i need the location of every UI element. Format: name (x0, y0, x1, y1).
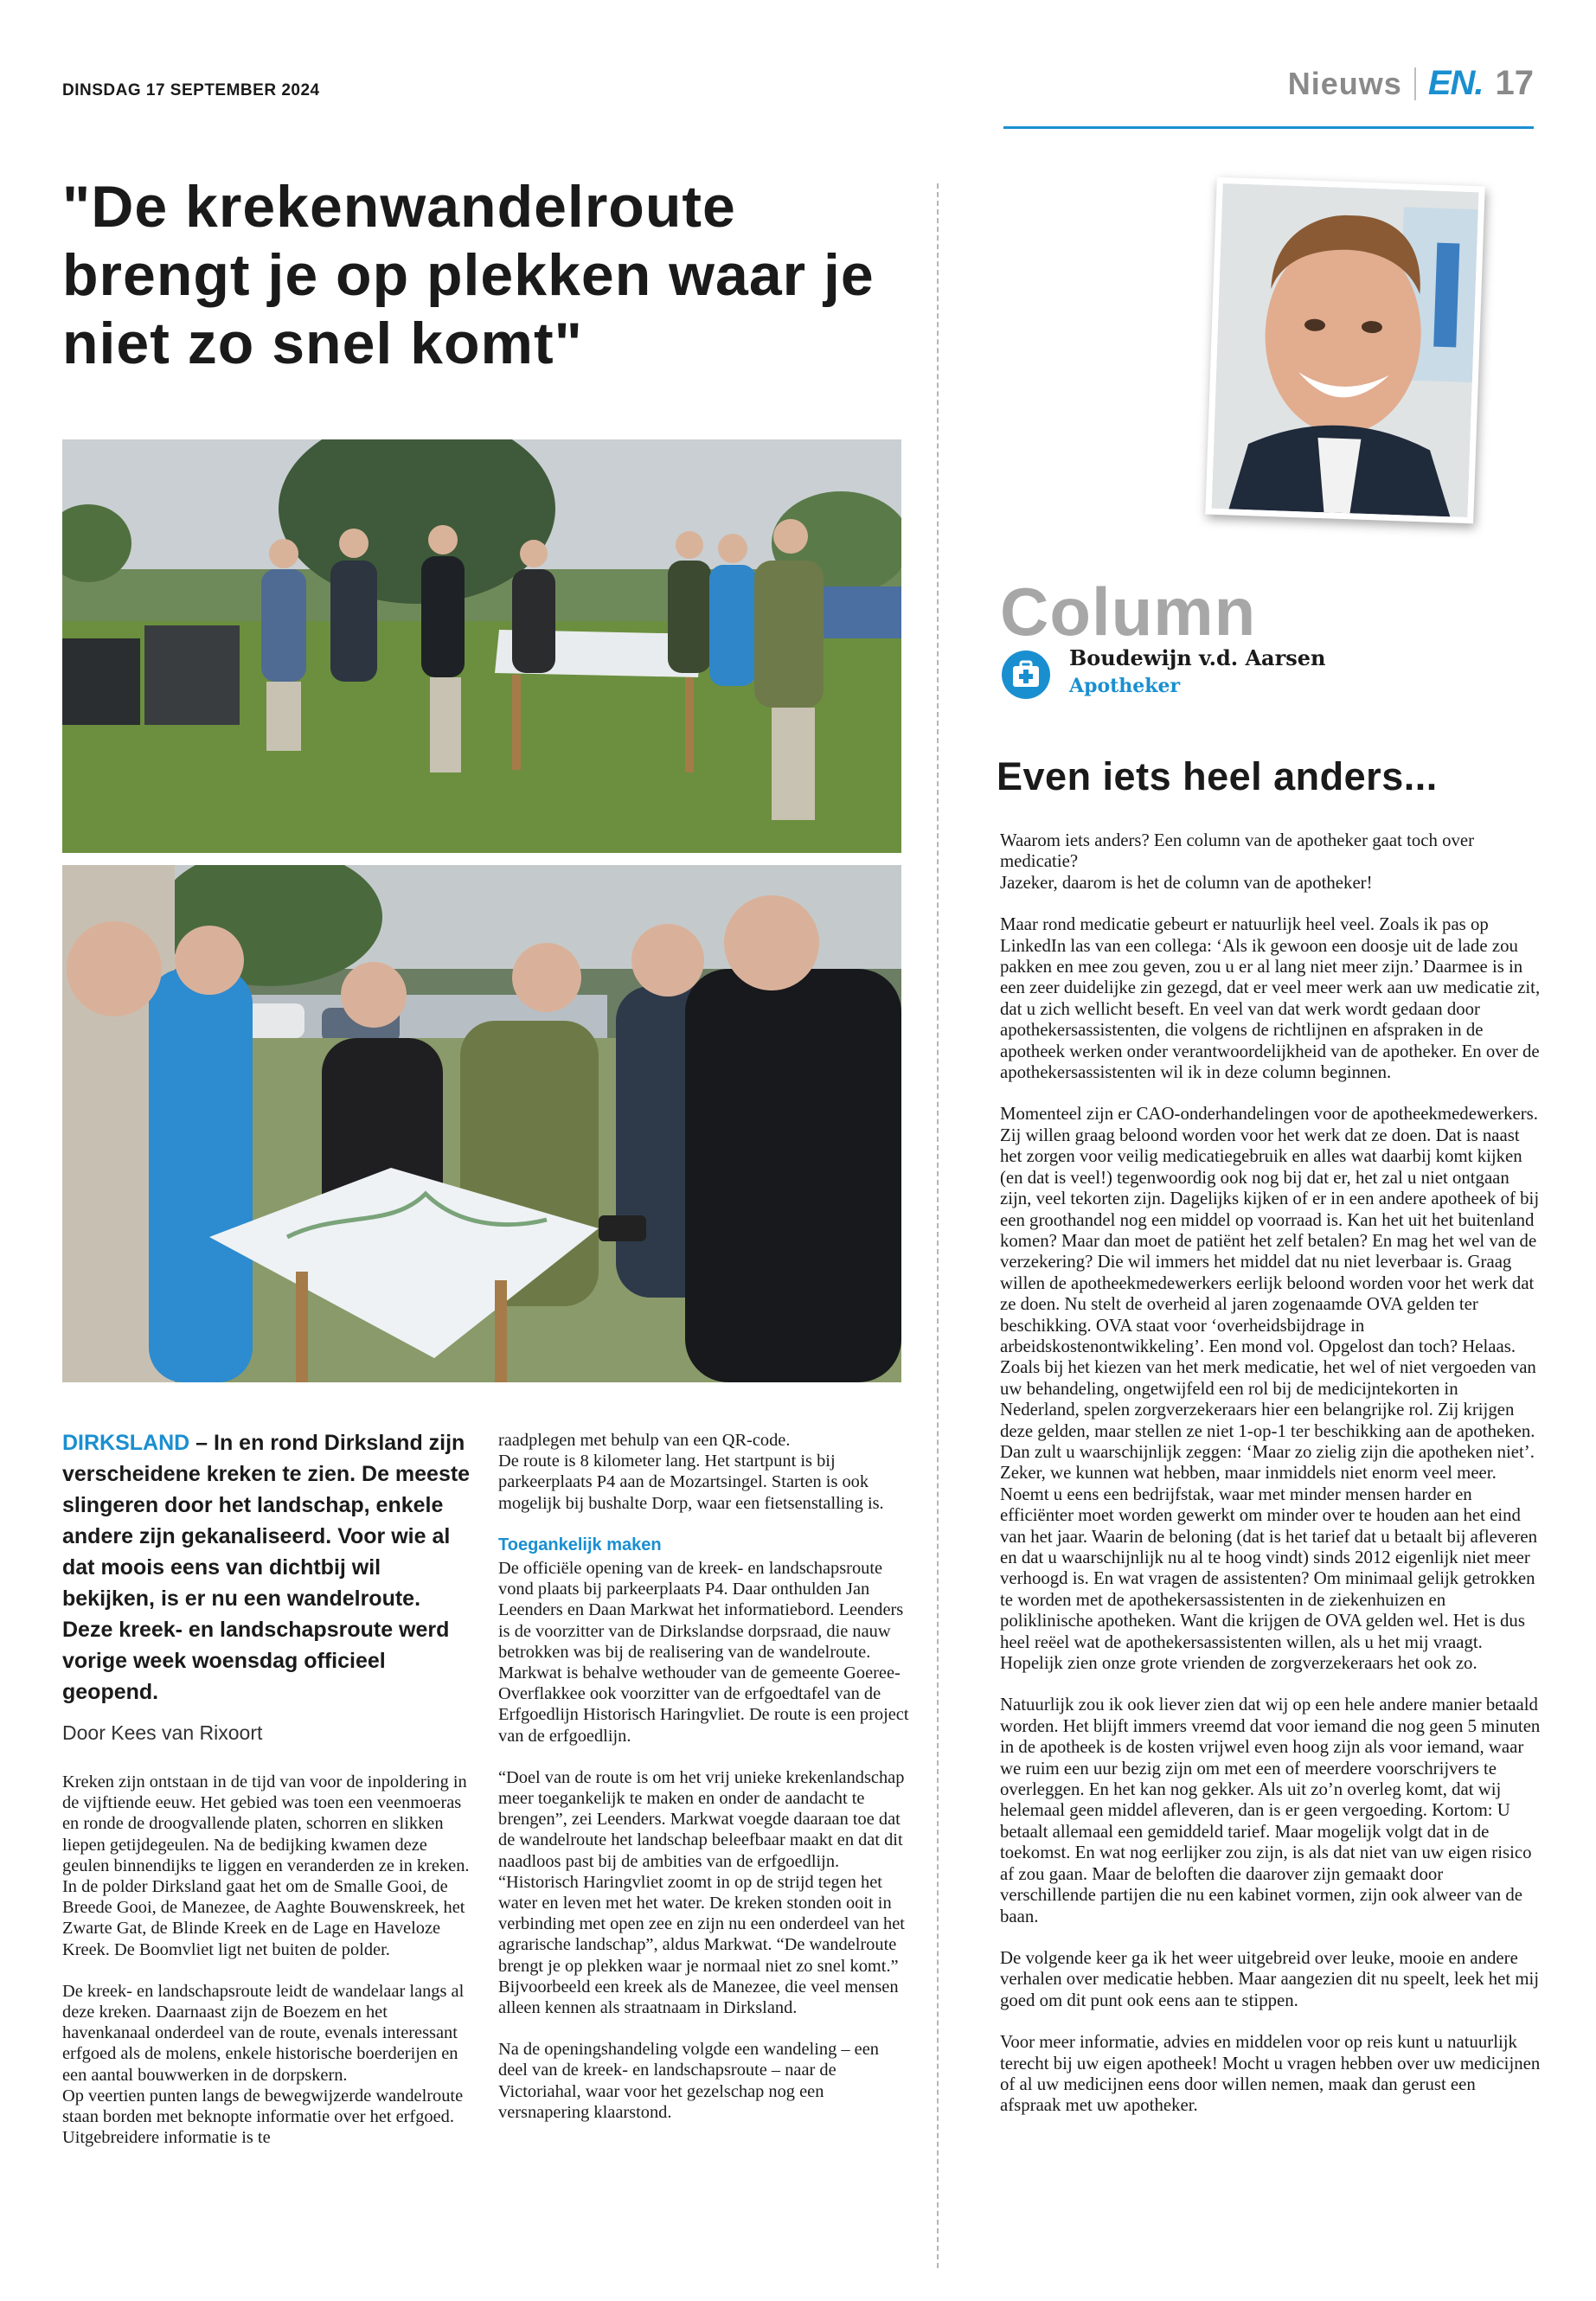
columnist-name: Boudewijn v.d. Aarsen (1069, 645, 1326, 670)
paragraph: De officiële opening van de kreek- en landschapsroute vond plaats bij parkeerplaats P4. Daar onthulden Jan Leenders en Daan Markwat het informatiebord. Leenders is de voorzitter van de Dirkslandse dorpsraad, die nauw betrokken was bij de realisering van de wandelroute. Markwat is behalve wethouder van de gemeente Goeree-Overflakkee ook voorzitter van de erfgoedtafel van de Erfgoedlijn Historisch Haringvliet. De route is een project van de erfgoedlijn. (498, 1559, 909, 1746)
paragraph: “Doel van de route is om het vrij unieke krekenlandschap meer toegankelijk te maken en onder de aandacht te brengen”, zei Leenders. Markwat voegde daaraan toe dat de wandelroute het landschap beleefbaar maakt en dat dit naadloos past bij de ambities van de erfgoedlijn. “Historisch Haringvliet zoomt in op de strijd tegen het water en leven met het water. De kreken stonden ooit in verbinding met open zee en zijn nu een onderdeel van het agrarische landschap”, aldus Markwat. “De wandelroute brengt je op plekken waar je normaal niet zo snel komt.” Bijvoorbeeld een kreek als de Manezee, die veel mensen alleen kennen als straatnaam in Dirksland. (498, 1767, 905, 2018)
paragraph: Kreken zijn ontstaan in de tijd van voor de inpoldering in de vijftiende eeuw. Het gebied was toen een veenmoeras en ronde de droogvallende platen, schorren en slikken liepen getijdegeulen. Na de bedijking kwamen deze geulen binnendijks te liggen en veranderden ze in kreken. In de polder Dirksland gaat het om de Smalle Gooi, de Breede Gooi, de Manezee, de Aaghte Bouwenskreek, het Zwarte Gat, de Blinde Kreek en de Lage en Haveloze Kreek. De Boomvliet ligt net buiten de polder. (62, 1772, 470, 1959)
paragraph: Natuurlijk zou ik ook liever zien dat wij op een hele andere manier betaald worden. Het blijft immers vreemd dat voor iemand die nog geen 5 minuten in de apotheek is de kosten vrijwel even hoog zijn als voor iemand, waar we ruim een uur bezig zijn om met een of meerdere voorschrijvers te overleggen. En het kan nog gekker. Als uit zo’n overleg komt, dat wij helemaal geen middel afleveren, dan is er geen vergoeding. Kortom: U betaalt allemaal een gemiddeld tarief. Maar mogelijk volgt dat in de toekomst. En wat nog eerlijker zou zijn, is als dat niet van uw eigen risico af zou gaan. Maar de beloften die daarover zijn gemaakt door verschillende partijen die nu een kabinet vormen, zijn ook alweer van de baan. (1000, 1695, 1541, 1926)
masthead (1288, 64, 1534, 103)
column-label: Column (1000, 574, 1257, 650)
paragraph: De volgende keer ga ik het weer uitgebreid over leuke, mooie en andere verhalen over medicatie hebben. Maar aangezien dit nu speelt, leek het mij goed om dit punt ook eens aan te stippen. (1000, 1947, 1540, 2010)
columnist-role: Apotheker (1069, 675, 1181, 697)
medical-kit-icon (1002, 651, 1050, 699)
paragraph: Momenteel zijn er CAO-onderhandelingen voor de apotheekmedewerkers. Zij willen graag beloond worden voor het werk dat ze doen. Dat is naast het zorgen voor veilig medicatiegebruik en alles wat daarbij komt kijken (en dat is veel!) tegenwoordig ook nog bij dat er, het zal u niet ontgaan zijn, veel tekorten zijn. Dagelijks kijken of er in een andere apotheek of bij een groothandel nog een middel op voorraad is. Kan het uit het buitenland komen? Maar dan moet de patiënt het zelf betalen? En mag het wel van de verzekering? Die wil immers het middel dat nu niet leverbaar is. Graag willen de apotheekmedewerkers eerlijk beloond worden voor het werk dat ze doen. Nu stelt de overheid al jaren zogenaamde OVA gelden ter beschikking. OVA staat voor ‘overheidsbijdrage in arbeidskostenontwikkeling’. Een mond vol. Opgelost dan toch? Helaas. Zoals bij het kiezen van het merk medicatie, het wel of niet vergoeden van uw behandeling, ongetwijfeld een rol bij de medicijntekorten in Nederland, spelen zorgverzekeraars hier een belangrijke rol. Zij krijgen deze gelden, maar stellen ze niet 1-op-1 ter beschikking aan de apotheken. Dan zult u waarschijnlijk zeggen: ‘Maar zo zielig zijn die apotheken niet’. Zeker, we kunnen wat hebben, maar inmiddels niet enorm veel meer. Noemt u eens een bedrijfstak, waar met minder mensen harder en efficiënter moet worden gewerkt om minder over te houden aan het eind van het jaar. Waarin de beloning (dat is het tarief dat u betaalt bij afleveren en dat u waarschijnlijk nu al te hoog vindt) sinds 2012 eigenlijk niet meer verhoogd is. En wat vragen de assistenten? Om minimaal gelijk getrokken te worden met de apothekersassistenten in de ziekenhuizen en poliklinische apotheken. Want die krijgen de OVA gelden wel. Het is dus heel reëel wat de apothekersassistenten willen, als u het mij vraagt. Hopelijk zien onze grote vrienden de zorgverzekeraars het ook zo. (1000, 1104, 1540, 1674)
paragraph: Waarom iets anders? Een column van de apotheker gaat toch over medicatie? Jazeker, daarom is het de column van de apotheker! (1000, 830, 1475, 893)
paragraph: Voor meer informatie, advies en middelen voor op reis kunt u natuurlijk terecht bij uw eigen apotheek! Mocht u vragen hebben over uw medicijnen of al uw medicijnen eens door willen nemen, maak dan gerust een afspraak met uw apotheker. (1000, 2032, 1541, 2116)
paragraph: Maar rond medicatie gebeurt er natuurlijk heel veel. Zoals ik pas op LinkedIn las van een collega: ‘Als ik gewoon een doosje uit de lade zou pakken en mee zou geven, zou u er al lang niet meer zijn.’ Daarmee is in een zeer duidelijke zin gezegd, dat er veel meer werk aan uw medicatie zit, dat u zich wellicht beseft. En veel van dat werk wordt gedaan door apothekersassistenten, die volgens de richtlijnen en afspraken in de apotheek werken onder verantwoordelijkheid van de apotheker. En over de apothekersassistenten wil ik in deze column beginnen. (1000, 914, 1541, 1083)
photo-group-at-board (62, 439, 901, 853)
page-number: 17 (1495, 64, 1534, 102)
pharmacy-icon (1002, 651, 1050, 699)
byline: Door Kees van Rixoort (62, 1721, 263, 1744)
columnist-portrait (1205, 177, 1484, 524)
article-body-column-2 (498, 1430, 912, 2144)
paragraph: De kreek- en landschapsroute leidt de wandelaar langs al deze kreken. Daarnaast zijn de Boezem en het havenkanaal onderdeel van de route, evenals interessant erfgoed als de molens, enkele historische boerderijen en een aantal bouwwerken in de dorpskern. Op veertien punten langs de bewegwijzerde wandelroute staan borden met beknopte informatie over het erfgoed. Uitgebreidere informatie is te (62, 1981, 465, 2148)
article-body-column-1 (62, 1772, 476, 2169)
article-headline: "De krekenwandelroute brengt je op plekken waar je niet zo snel komt" (62, 174, 875, 376)
columnist-portrait-illustration (1212, 183, 1479, 517)
issue-date: DINSDAG 17 SEPTEMBER 2024 (62, 81, 320, 99)
photo-people-at-map (62, 865, 901, 1382)
paragraph: Na de openingshandeling volgde een wandeling – een deel van de kreek- en landschapsroute – naar de Victoriahal, waar voor het gezelschap nog een versnapering klaarstond. (498, 2040, 879, 2122)
section-label: Nieuws (1287, 65, 1402, 101)
masthead-divider (1414, 67, 1416, 100)
photo-people-at-map-illustration (62, 865, 901, 1382)
column-title: Even iets heel anders... (997, 754, 1438, 798)
article-subhead: Toegankelijk maken (498, 1535, 662, 1554)
column-body (1000, 830, 1541, 2138)
newspaper-logo: EN. (1427, 64, 1484, 102)
photo-group-at-board-illustration (62, 439, 901, 853)
column-divider (937, 183, 939, 2268)
header-rule (1003, 126, 1534, 129)
paragraph: raadplegen met behulp van een QR-code. De route is 8 kilometer lang. Het startpunt is bij parkeerplaats P4 aan de Mozartsingel. Starten is ook mogelijk bij bushalte Dorp, waar een fietsenstalling is. (498, 1431, 884, 1513)
dateline-place: DIRKSLAND (62, 1431, 190, 1455)
lede-text: – In en rond Dirksland zijn verscheidene kreken te zien. De meeste slingeren door het landschap, enkele andere zijn gekanaliseerd. Voor wie al dat moois eens van dichtbij wil bekijken, is er nu een wandelroute. Deze kreek- en landschapsroute werd vorige week woensdag officieel geopend. (62, 1431, 471, 1704)
article-lede (62, 1427, 476, 1708)
